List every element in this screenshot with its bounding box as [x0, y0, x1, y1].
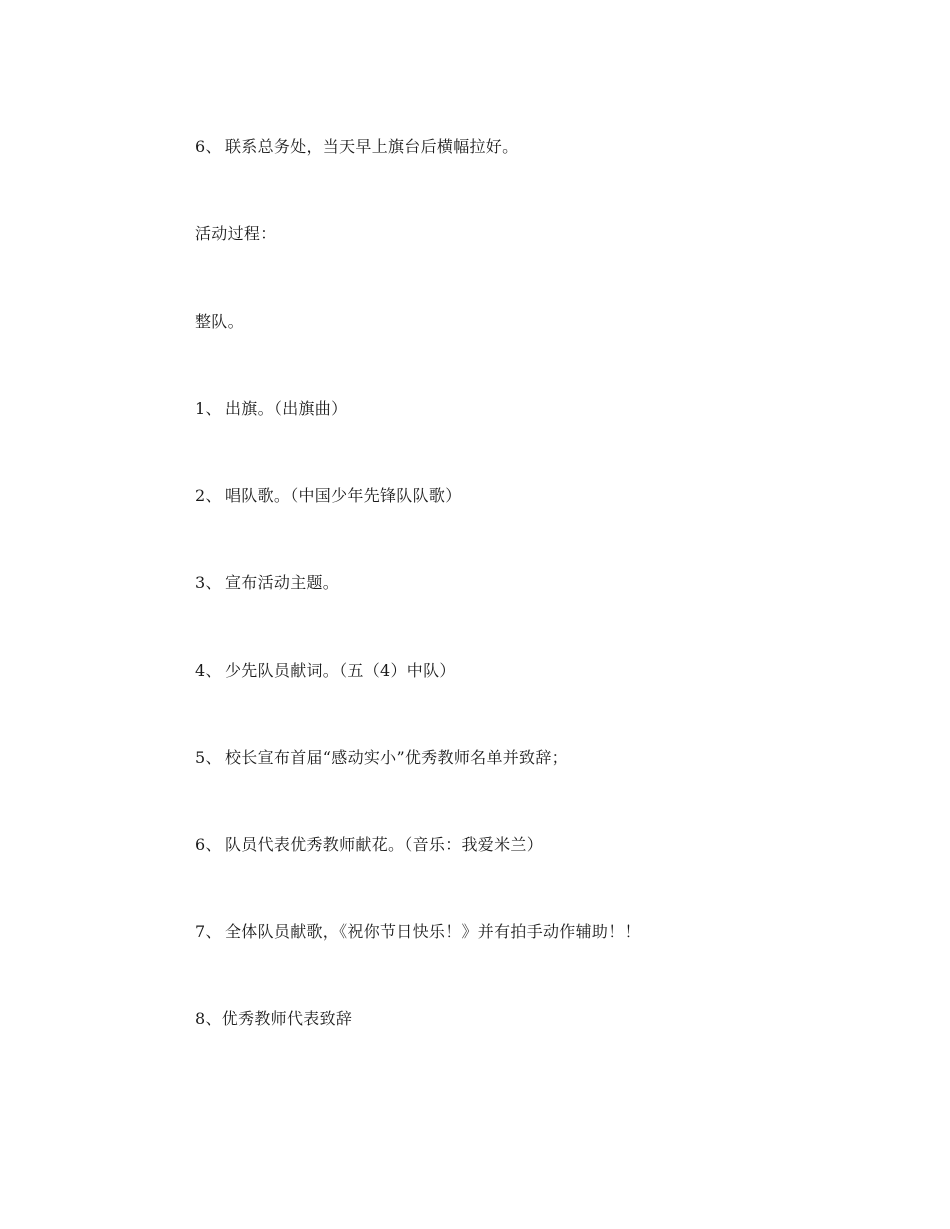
- item-text: 全体队员献歌，《祝你节日快乐！》并有拍手动作辅助！！: [225, 922, 641, 941]
- item-text: 联系总务处，当天早上旗台后横幅拉好。: [225, 137, 519, 156]
- item-text: 校长宣布首届“感动实小”优秀教师名单并致辞；: [225, 748, 568, 767]
- process-item-1: [195, 398, 347, 420]
- process-item-5: [195, 747, 568, 769]
- process-item-2: [195, 485, 462, 507]
- prep-item-6: [195, 136, 518, 158]
- item-text: 出旗。（出旗曲）: [225, 399, 348, 418]
- item-number: 2、: [195, 486, 222, 505]
- item-text: 少先队员献词。（五（4）中队）: [225, 661, 456, 680]
- item-text: 宣布活动主题。: [225, 573, 340, 592]
- section-heading-process: [195, 223, 277, 245]
- item-number: 3、: [195, 573, 222, 592]
- process-item-8: [195, 1008, 352, 1030]
- item-number: 8、: [195, 1009, 222, 1028]
- item-number: 6、: [195, 137, 222, 156]
- item-number: 5、: [195, 748, 222, 767]
- item-number: 6、: [195, 835, 222, 854]
- item-text: 优秀教师代表致辞: [221, 1009, 353, 1028]
- item-number: 1、: [195, 399, 222, 418]
- item-number: 4、: [195, 661, 222, 680]
- process-item-3: [195, 572, 339, 594]
- step-line-form-up: [195, 311, 244, 333]
- process-item-4: [195, 660, 456, 682]
- item-number: 7、: [195, 922, 222, 941]
- item-text: 整队。: [195, 312, 244, 331]
- item-text: 队员代表优秀教师献花。（音乐：我爱米兰）: [225, 835, 544, 854]
- process-item-6: [195, 834, 543, 856]
- item-text: 唱队歌。（中国少年先锋队队歌）: [225, 486, 462, 505]
- process-item-7: [195, 921, 641, 943]
- heading-text: 活动过程：: [195, 224, 277, 243]
